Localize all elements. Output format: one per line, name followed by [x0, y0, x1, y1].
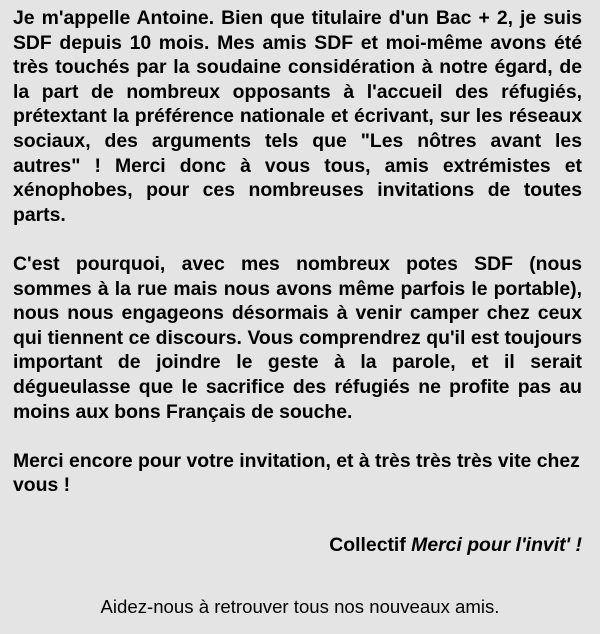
letter-paragraph-2: C'est pourquoi, avec mes nombreux potes SDF (nous sommes à la rue mais nous avons même parfois le portable), nous nous engageons désormais à venir camper chez ceux qui tiennent ce discours. Vous comprendrez qu'il est toujours important de joindre le geste à la parole, et il serait dégueulasse que le sacrifice des réfugiés ne profite pas au moins aux bons Français de souche.: [13, 252, 582, 423]
footer-caption: Aidez-nous à retrouver tous nos nouveaux amis.: [100, 596, 500, 617]
signature-prefix: Collectif: [329, 534, 406, 556]
letter-paragraph-1: Je m'appelle Antoine. Bien que titulaire d'un Bac + 2, je suis SDF depuis 10 mois. Mes amis SDF et moi-même avons été très touchés par la soudaine considération à notre égard, de la part de nombreux opposants à l'accueil des réfugiés, prétextant la préférence nationale et écrivant, sur les réseaux sociaux, des arguments tels que "Les nôtres avant les autres" ! Merci donc à vous tous, amis extrémistes et xénophobes, pour ces nombreuses invitations de toutes parts.: [13, 7, 582, 226]
signature: [329, 533, 582, 557]
letter-paragraph-3: Merci encore pour votre invitation, et à très très très vite chez vous !: [13, 449, 580, 497]
signature-name: Merci pour l'invit' !: [411, 534, 582, 556]
